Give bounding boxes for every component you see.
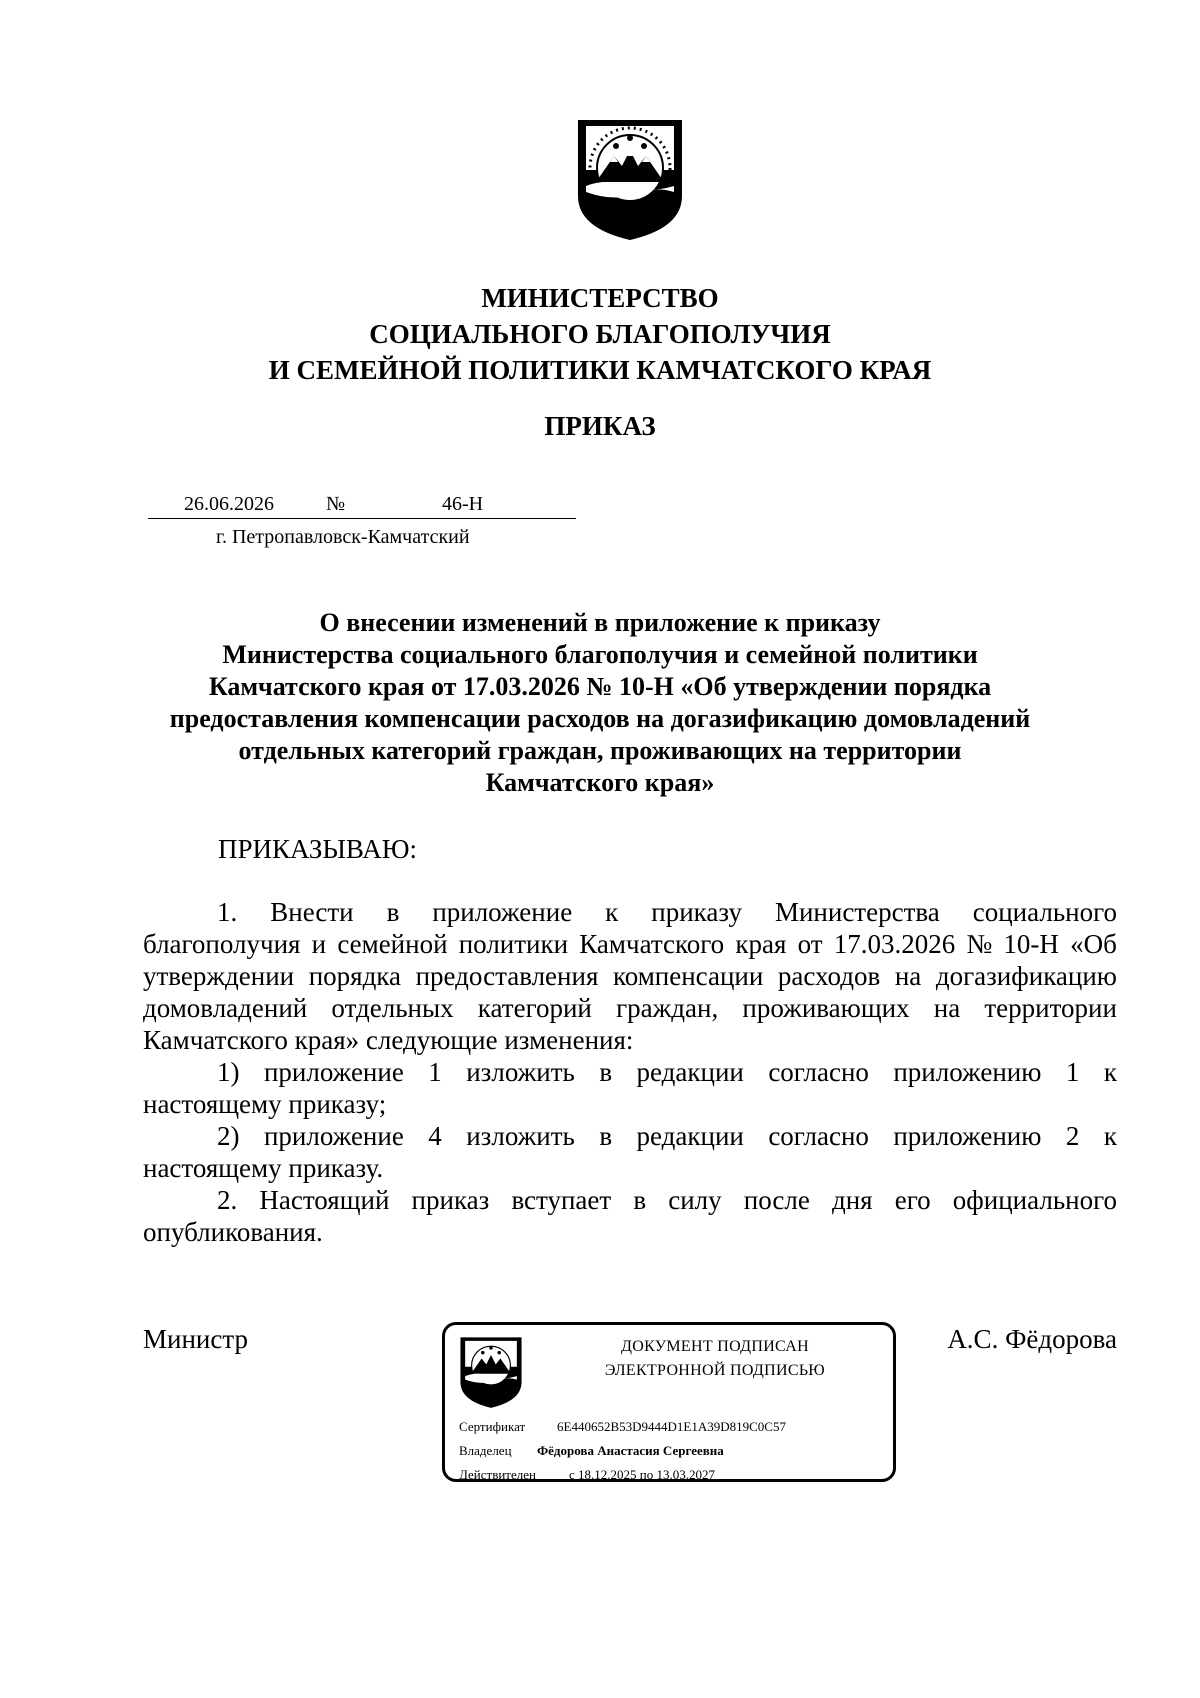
- word: приложение: [263, 1057, 404, 1087]
- body-line: [143, 960, 1117, 992]
- body-line: [143, 992, 1117, 1024]
- electronic-signature-stamp: [442, 1322, 896, 1482]
- stamp-validity-row: [459, 1465, 715, 1485]
- word: 2): [217, 1121, 240, 1151]
- word: согласно: [768, 1121, 869, 1151]
- word: компенсации: [612, 961, 764, 991]
- title-line-3: Камчатского края от 17.03.2026 № 10-Н «Об утверждении порядка: [208, 672, 992, 701]
- stamp-certificate-row: [459, 1417, 786, 1437]
- word: и: [311, 929, 327, 959]
- ministry-name: [0, 280, 1200, 388]
- word: приложение: [263, 1121, 404, 1151]
- word: к: [1103, 1121, 1117, 1151]
- body-line: [143, 896, 1117, 928]
- word: приказ: [411, 1185, 490, 1215]
- coat-of-arms-emblem: [576, 116, 684, 242]
- word: изложить: [466, 1121, 575, 1151]
- word: территории: [984, 993, 1117, 1023]
- word: предоставления: [415, 961, 599, 991]
- word: от: [797, 929, 823, 959]
- word: вступает: [511, 1185, 612, 1215]
- validity-value: с 18.12.2025 по 13.03.2027: [569, 1467, 715, 1482]
- order-word: ПРИКАЗЫВАЮ:: [218, 834, 417, 864]
- date-number-line: [148, 492, 576, 519]
- word: граждан,: [616, 993, 719, 1023]
- word: 1): [217, 1057, 240, 1087]
- validity-label: Действителен: [459, 1467, 536, 1482]
- word: Настоящий: [259, 1185, 390, 1215]
- stamp-heading: [565, 1335, 865, 1383]
- stamp-owner-row: [459, 1441, 724, 1461]
- number-sign: №: [326, 493, 346, 515]
- document-type: ПРИКАЗ: [544, 411, 656, 441]
- word: догазификацию: [935, 961, 1117, 991]
- word: на: [933, 993, 961, 1023]
- word: силу: [668, 1185, 722, 1215]
- word: домовладений: [143, 993, 308, 1023]
- word: в: [386, 897, 400, 927]
- word: на: [894, 961, 922, 991]
- word: его: [894, 1185, 931, 1215]
- ministry-line-1: МИНИСТЕРСТВО: [481, 283, 719, 313]
- word: семейной: [337, 929, 448, 959]
- body-line: [143, 1056, 1117, 1088]
- word: приложению: [893, 1057, 1042, 1087]
- word: проживающих: [742, 993, 910, 1023]
- word: 2: [1065, 1121, 1080, 1151]
- document-date: 26.06.2026: [184, 493, 274, 515]
- word: после: [743, 1185, 810, 1215]
- body-line: Камчатского края» следующие изменения:: [143, 1025, 634, 1055]
- word: 1.: [217, 897, 238, 927]
- word: расходов: [777, 961, 881, 991]
- word: 17.03.2026: [833, 929, 956, 959]
- ministry-line-2: СОЦИАЛЬНОГО БЛАГОПОЛУЧИЯ: [369, 319, 831, 349]
- owner-label: Владелец: [459, 1443, 512, 1458]
- certificate-value: 6E440652B53D9444D1E1A39D819C0C57: [557, 1419, 786, 1434]
- title-line-4: предоставления компенсации расходов на догазификацию домовладений: [169, 704, 1031, 733]
- word: утверждении: [143, 961, 295, 991]
- body-line: опубликования.: [143, 1217, 323, 1247]
- word: приложение: [432, 897, 573, 927]
- document-title: [0, 607, 1200, 799]
- word: 10-Н: [1003, 929, 1059, 959]
- document-body: [143, 896, 1117, 1248]
- body-line: [143, 928, 1117, 960]
- word: политики: [458, 929, 569, 959]
- title-line-2: Министерства социального благополучия и семейной политики: [222, 640, 978, 669]
- signer-position: Министр: [143, 1324, 248, 1354]
- word: изложить: [466, 1057, 575, 1087]
- word: 1: [428, 1057, 442, 1087]
- word: «Об: [1070, 929, 1117, 959]
- word: порядка: [308, 961, 402, 991]
- word: приложению: [893, 1121, 1042, 1151]
- word: социального: [972, 897, 1117, 927]
- word: к: [1103, 1057, 1117, 1087]
- body-line: [143, 1120, 1117, 1152]
- body-line: [143, 1184, 1117, 1216]
- word: к: [605, 897, 619, 927]
- word: приказу: [651, 897, 742, 927]
- word: редакции: [636, 1121, 744, 1151]
- word: в: [599, 1121, 613, 1151]
- signer-name: А.С. Фёдорова: [947, 1324, 1117, 1354]
- word: 2.: [217, 1185, 238, 1215]
- word: края: [735, 929, 787, 959]
- body-line: настоящему приказу.: [143, 1153, 384, 1183]
- title-line-1: О внесении изменений в приложение к приказу: [319, 608, 881, 637]
- word: официального: [952, 1185, 1117, 1215]
- word: Камчатского: [579, 929, 725, 959]
- word: редакции: [636, 1057, 744, 1087]
- word: 4: [428, 1121, 442, 1151]
- word: категорий: [477, 993, 592, 1023]
- word: в: [599, 1057, 613, 1087]
- word: Министерства: [774, 897, 940, 927]
- word: в: [633, 1185, 647, 1215]
- title-line-5: отдельных категорий граждан, проживающих на территории: [238, 736, 962, 765]
- owner-value: Фёдорова Анастасия Сергеевна: [537, 1443, 724, 1458]
- word: благополучия: [143, 929, 301, 959]
- word: Внести: [270, 897, 354, 927]
- word: 1: [1065, 1057, 1080, 1087]
- document-number: 46-Н: [442, 493, 484, 515]
- word: №: [966, 929, 993, 959]
- document-city: г. Петропавловск-Камчатский: [216, 526, 470, 548]
- ministry-line-3: И СЕМЕЙНОЙ ПОЛИТИКИ КАМЧАТСКОГО КРАЯ: [268, 355, 932, 385]
- word: согласно: [768, 1057, 869, 1087]
- title-line-6: Камчатского края»: [485, 768, 715, 797]
- word: дня: [832, 1185, 873, 1215]
- stamp-emblem-icon: [459, 1335, 523, 1409]
- body-line: настоящему приказу;: [143, 1089, 387, 1119]
- stamp-heading-line-1: ДОКУМЕНТ ПОДПИСАН: [621, 1338, 809, 1355]
- certificate-label: Сертификат: [459, 1419, 526, 1434]
- word: отдельных: [331, 993, 454, 1023]
- stamp-heading-line-2: ЭЛЕКТРОННОЙ ПОДПИСЬЮ: [604, 1362, 826, 1379]
